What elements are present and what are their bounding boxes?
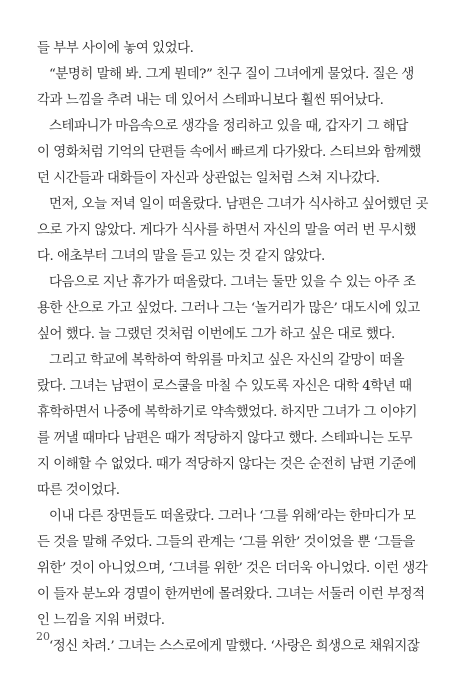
text-line: 먼저, 오늘 저녁 일이 떠올랐다. 남편은 그녀가 식사하고 싶어했던 곳 — [49, 197, 428, 212]
text-line: 던 시간들과 대화들이 자신과 상관없는 일처럼 스쳐 지나갔다. — [37, 171, 380, 186]
text-line: 인 느낌을 지워 버렸다. — [37, 613, 165, 628]
text-line: ‘정신 차려.’ 그녀는 스스로에게 말했다. ‘사랑은 희생으로 채워지잖 — [49, 639, 420, 654]
text-line: 들 부부 사이에 놓여 있었다. — [37, 41, 194, 56]
text-line: 랐다. 그녀는 남편이 로스쿨을 마칠 수 있도록 자신은 대학 4학년 때 — [37, 379, 412, 394]
text-line: 각과 느낌을 추려 내는 데 있어서 스테파니보다 훨씬 뛰어났다. — [37, 93, 384, 108]
text-line: 이내 다른 장면들도 떠올랐다. 그러나 ‘그를 위해’라는 한마디가 모 — [49, 509, 416, 524]
text-line: 싶어 했다. 늘 그랬던 것처럼 이번에도 그가 하고 싶은 대로 했다. — [37, 327, 395, 342]
text-line: 휴학하면서 나중에 복학하기로 약속했었다. 하지만 그녀가 그 이야기 — [37, 405, 418, 420]
text-line: 지 이해할 수 없었다. 때가 적당하지 않다는 것은 순전히 남편 기준에 — [37, 457, 416, 472]
text-line: 다. 애초부터 그녀의 말을 듣고 있는 것 같지 않았다. — [37, 249, 325, 264]
text-line: 이 들자 분노와 경멸이 한꺼번에 몰려왔다. 그녀는 서둘러 이런 부정적 — [37, 587, 425, 602]
page-number: 20 — [36, 630, 50, 643]
text-line: “분명히 말해 봐. 그게 뭔데?” 친구 질이 그녀에게 물었다. 질은 생 — [49, 67, 414, 82]
text-line: 따른 것이었다. — [37, 483, 120, 498]
text-line: 그리고 학교에 복학하여 학위를 마치고 싶은 자신의 갈망이 떠올 — [49, 353, 405, 368]
text-line: 다음으로 지난 휴가가 떠올랐다. 그녀는 둘만 있을 수 있는 아주 조 — [49, 275, 416, 290]
text-line: 든 것을 말해 주었다. 그들의 관계는 ‘그를 위한’ 것이었을 뿐 ‘그들을 — [37, 535, 415, 550]
text-line: 위한’ 것이 아니었으며, ‘그녀를 위한’ 것은 더더욱 아니었다. 이런 생각 — [37, 561, 428, 576]
text-line: 용한 산으로 가고 싶었다. 그러나 그는 ‘놀거리가 많은’ 대도시에 있고 — [37, 301, 420, 316]
text-line: 이 영화처럼 기억의 단편들 속에서 빠르게 다가왔다. 스티브와 함께했 — [37, 145, 421, 160]
text-line: 스테파니가 마음속으로 생각을 정리하고 있을 때, 갑자기 그 해답 — [49, 119, 408, 134]
text-line: 으로 가지 않았다. 게다가 식사를 하면서 자신의 말을 여러 번 무시했 — [37, 223, 416, 238]
text-line: 를 꺼낼 때마다 남편은 때가 적당하지 않다고 했다. 스테파니는 도무 — [37, 431, 413, 446]
